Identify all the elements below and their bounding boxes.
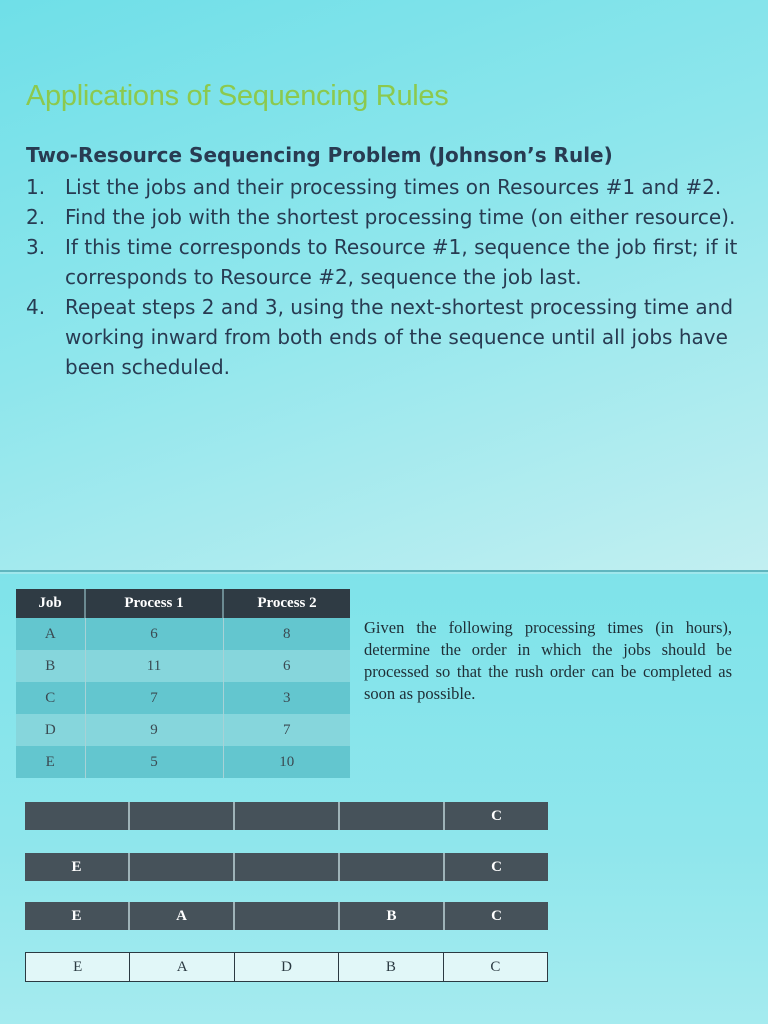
sequence-final <box>25 952 548 982</box>
step-number: 4. <box>26 295 46 319</box>
step-number: 2. <box>26 205 46 229</box>
sequence-slot: E <box>26 953 130 981</box>
slide-subtitle: Two-Resource Sequencing Problem (Johnson’s Rule) <box>26 143 613 167</box>
table-row <box>16 714 350 746</box>
sequence-slot: B <box>340 902 445 930</box>
sequence-step-1 <box>25 802 548 830</box>
step-number: 1. <box>26 175 46 199</box>
problem-statement: Given the following processing times (in hours), determine the order in which the jobs should be processed so that the rush order can be completed as soon as possible. <box>364 618 732 703</box>
table-row <box>16 682 350 714</box>
cell-process-2: 3 <box>223 682 350 714</box>
table-row <box>16 650 350 682</box>
slide-example-problem <box>0 574 768 1024</box>
table-header-row <box>16 589 350 618</box>
cell-process-1: 9 <box>85 714 223 746</box>
slide-title: Applications of Sequencing Rules <box>26 80 449 112</box>
sequence-slot: E <box>25 902 130 930</box>
cell-job: C <box>16 682 85 714</box>
table-row <box>16 746 350 778</box>
header-job: Job <box>16 589 85 618</box>
sequence-slot <box>130 853 235 881</box>
cell-process-1: 7 <box>85 682 223 714</box>
step-item <box>26 232 746 292</box>
step-text: Repeat steps 2 and 3, using the next-shortest processing time and working inward from both ends of the sequence until all jobs have been scheduled. <box>65 295 734 379</box>
step-item <box>26 172 746 202</box>
sequence-slot <box>340 853 445 881</box>
sequence-slot: D <box>235 953 339 981</box>
sequence-slot <box>25 802 130 830</box>
sequence-step-2 <box>25 853 548 881</box>
sequence-slot: C <box>444 953 547 981</box>
sequence-slot: C <box>445 853 548 881</box>
cell-process-1: 6 <box>85 618 223 650</box>
sequence-slot <box>340 802 445 830</box>
sequence-slot <box>235 902 340 930</box>
cell-job: D <box>16 714 85 746</box>
sequence-slot: C <box>445 902 548 930</box>
steps-list <box>26 172 746 382</box>
sequence-step-3 <box>25 902 548 930</box>
step-text: Find the job with the shortest processing time (on either resource). <box>65 205 736 229</box>
cell-job: E <box>16 746 85 778</box>
header-process-2: Process 2 <box>223 589 350 618</box>
step-number: 3. <box>26 235 46 259</box>
cell-process-1: 11 <box>85 650 223 682</box>
step-item <box>26 202 746 232</box>
cell-job: B <box>16 650 85 682</box>
cell-job: A <box>16 618 85 650</box>
table-row <box>16 618 350 650</box>
processing-times-table <box>16 589 350 778</box>
step-text: List the jobs and their processing times on Resources #1 and #2. <box>65 175 722 199</box>
sequence-slot: E <box>25 853 130 881</box>
sequence-slot: B <box>339 953 443 981</box>
step-text: If this time corresponds to Resource #1, sequence the job first; if it corresponds to Resource #2, sequence the job last. <box>65 235 738 289</box>
header-process-1: Process 1 <box>85 589 223 618</box>
sequence-slot <box>130 802 235 830</box>
sequence-slot: C <box>445 802 548 830</box>
sequence-slot <box>235 853 340 881</box>
step-item <box>26 292 746 382</box>
cell-process-2: 6 <box>223 650 350 682</box>
cell-process-1: 5 <box>85 746 223 778</box>
sequence-slot <box>235 802 340 830</box>
sequence-slot: A <box>130 953 234 981</box>
cell-process-2: 10 <box>223 746 350 778</box>
cell-process-2: 7 <box>223 714 350 746</box>
sequence-slot: A <box>130 902 235 930</box>
cell-process-2: 8 <box>223 618 350 650</box>
